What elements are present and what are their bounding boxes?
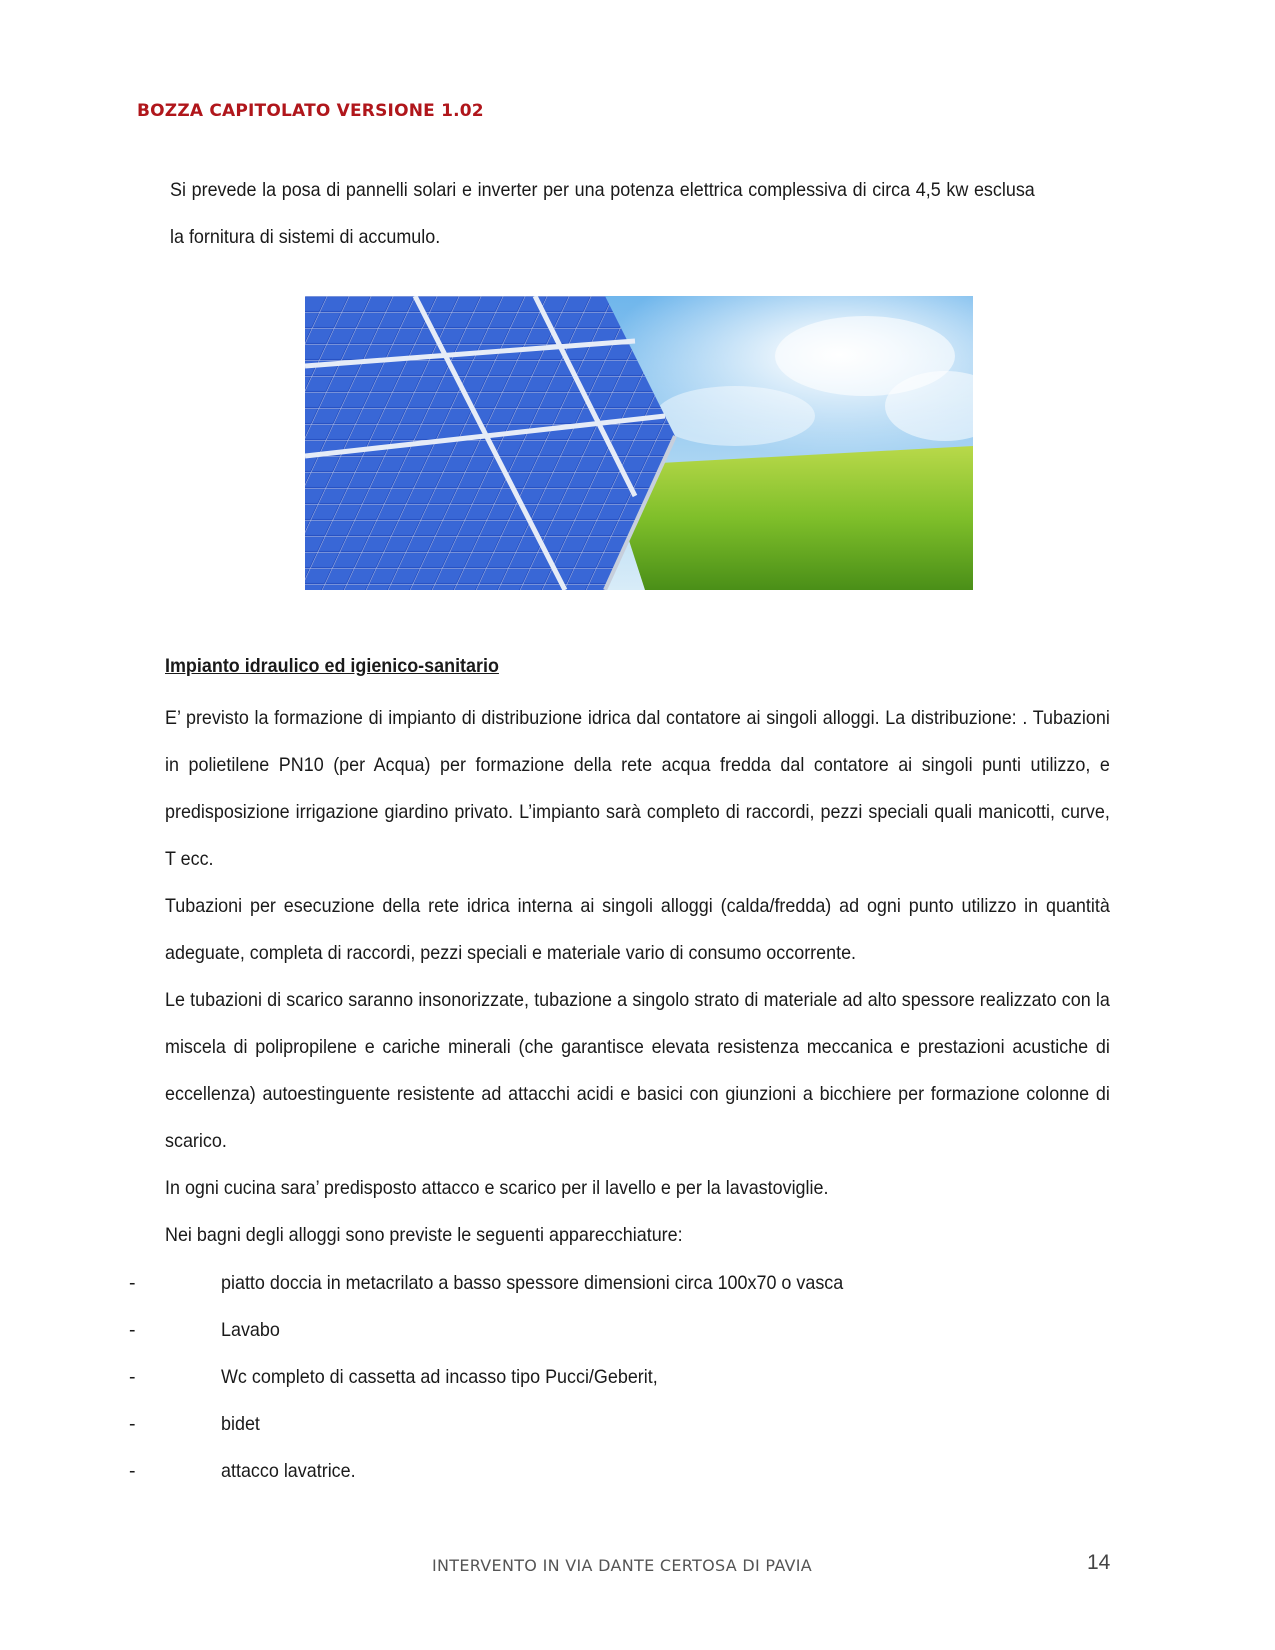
section-paragraph: Le tubazioni di scarico saranno insonorizzate, tubazione a singolo strato di materiale ad alto spessore realizzato con la miscela di polipropilene e cariche minerali (che garantisce elevata resistenza meccanica e prestazioni acustiche di eccellenza) autoestinguente resistente ad attacchi acidi e basici con giunzioni a bicchiere per formazione colonne di scarico. [165,989,1110,1152]
list-item-text: Lavabo [221,1319,280,1341]
list-item [0,1448,1275,1495]
document-header: BOZZA CAPITOLATO VERSIONE 1.02 [137,101,484,121]
list-item [0,1260,1275,1307]
section-paragraph: In ogni cucina sara’ predisposto attacco e scarico per il lavello e per la lavastoviglie. [165,1177,829,1199]
page-footer: INTERVENTO IN VIA DANTE CERTOSA DI PAVIA [432,1556,813,1575]
list-item-text: bidet [221,1413,260,1435]
section-title: Impianto idraulico ed igienico-sanitario [165,655,499,677]
list-item [0,1401,1275,1448]
section-body [165,695,1110,1259]
list-item-text: piatto doccia in metacrilato a basso spessore dimensioni circa 100x70 o vasca [221,1272,844,1294]
list-item [0,1354,1275,1401]
list-item-text: attacco lavatrice. [221,1460,356,1482]
section-paragraph: Tubazioni per esecuzione della rete idrica interna ai singoli alloggi (calda/fredda) ad ogni punto utilizzo in quantità adeguate, completa di raccordi, pezzi speciali e materiale vario di consumo occorrente. [165,895,1110,964]
list-marker: - [129,1413,136,1435]
list-marker: - [129,1366,136,1388]
page-number: 14 [1087,1551,1111,1574]
section-paragraph: E’ previsto la formazione di impianto di distribuzione idrica dal contatore ai singoli alloggi. La distribuzione: . Tubazioni in polietilene PN10 (per Acqua) per formazione della rete acqua fredda dal contatore ai singoli punti utilizzo, e predisposizione irrigazione giardino privato. L’impianto sarà completo di raccordi, pezzi speciali quali manicotti, curve, T ecc. [165,707,1110,870]
intro-paragraph: Si prevede la posa di pannelli solari e inverter per una potenza elettrica complessiva di circa 4,5 kw esclusa la fornitura di sistemi di accumulo. [170,179,1035,248]
list-item [0,1307,1275,1354]
list-marker: - [129,1319,136,1341]
fixtures-list [0,1260,1275,1495]
list-item-text: Wc completo di cassetta ad incasso tipo Pucci/Geberit, [221,1366,658,1388]
list-marker: - [129,1460,136,1482]
solar-panels-photo [305,296,973,590]
section-paragraph: Nei bagni degli alloggi sono previste le seguenti apparecchiature: [165,1224,683,1246]
list-marker: - [129,1272,136,1294]
